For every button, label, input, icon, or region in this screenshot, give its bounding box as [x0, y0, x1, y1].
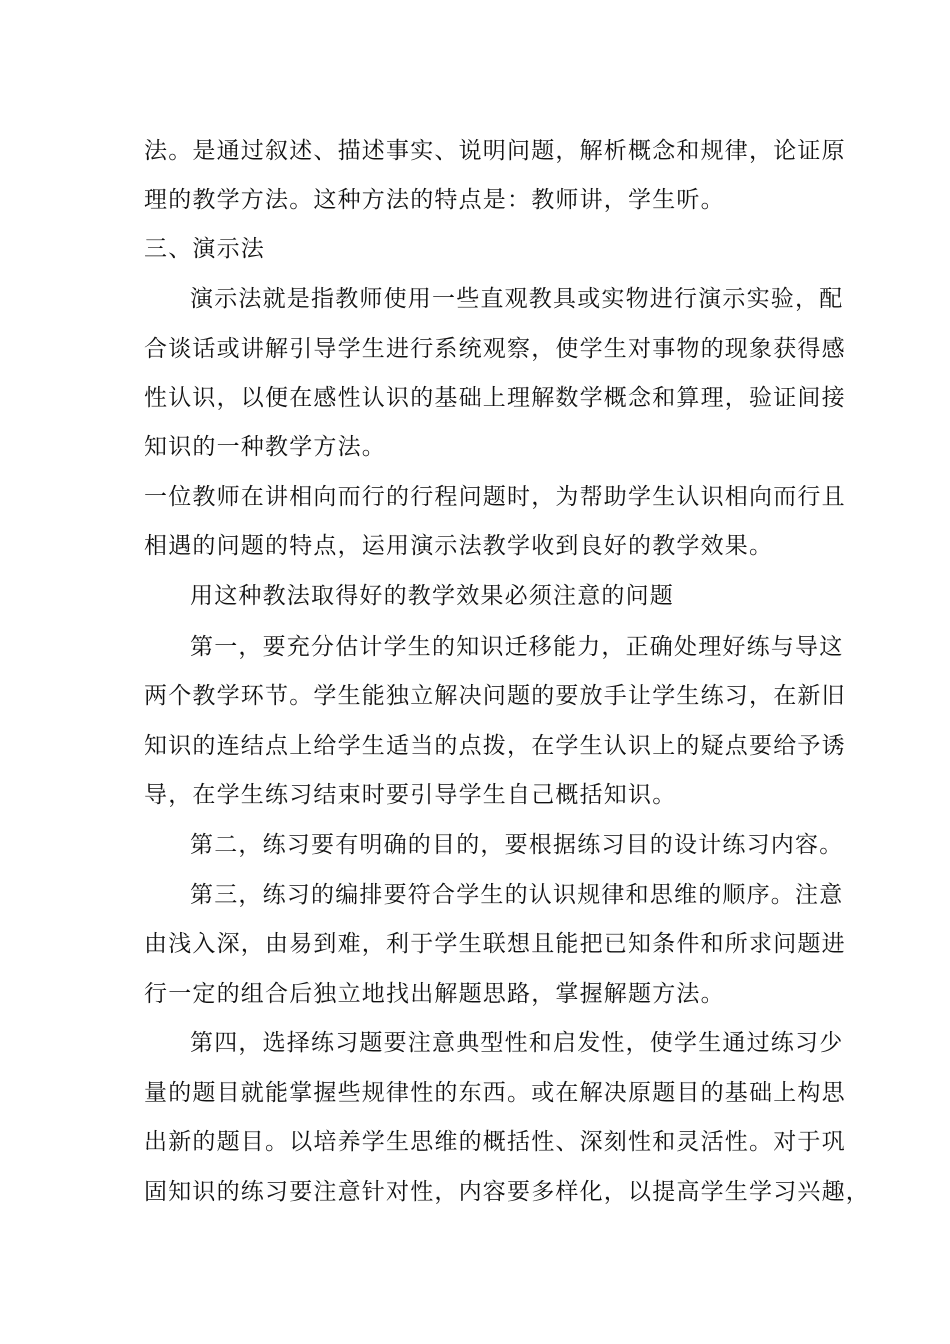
text-line: 法。是通过叙述、描述事实、说明问题，解析概念和规律，论证原 [144, 138, 846, 164]
text-line: 演示法就是指教师使用一些直观教具或实物进行演示实验，配 [190, 286, 844, 312]
text-line: 两个教学环节。学生能独立解决问题的要放手让学生练习，在新旧 [144, 683, 846, 709]
text-line: 性认识，以便在感性认识的基础上理解数学概念和算理，验证间接 [144, 385, 846, 411]
text-line: 合谈话或讲解引导学生进行系统观察，使学生对事物的现象获得感 [144, 336, 846, 362]
text-line: 导，在学生练习结束时要引导学生自己概括知识。 [144, 782, 677, 808]
text-line: 第二，练习要有明确的目的，要根据练习目的设计练习内容。 [190, 832, 844, 858]
text-line: 用这种教法取得好的教学效果必须注意的问题 [190, 583, 674, 609]
text-line: 第四，选择练习题要注意典型性和启发性，使学生通过练习少 [190, 1030, 844, 1056]
text-line: 第一，要充分估计学生的知识迁移能力，正确处理好练与导这 [190, 634, 844, 660]
text-line: 由浅入深，由易到难，利于学生联想且能把已知条件和所求问题进 [144, 931, 846, 957]
text-line: 相遇的问题的特点，运用演示法教学收到良好的教学效果。 [144, 533, 774, 559]
text-line: 行一定的组合后独立地找出解题思路，掌握解题方法。 [144, 981, 725, 1007]
text-line: 知识的连结点上给学生适当的点拨，在学生认识上的疑点要给予诱 [144, 733, 846, 759]
text-line: 固知识的练习要注意针对性，内容要多样化，以提高学生学习兴趣， [144, 1179, 870, 1205]
text-line: 一位教师在讲相向而行的行程问题时，为帮助学生认识相向而行且 [144, 484, 846, 510]
text-line: 第三，练习的编排要符合学生的认识规律和思维的顺序。注意 [190, 882, 844, 908]
text-line: 知识的一种教学方法。 [144, 434, 386, 460]
text-line: 量的题目就能掌握些规律性的东西。或在解决原题目的基础上构思 [144, 1080, 846, 1106]
section-heading: 三、演示法 [144, 236, 265, 262]
text-line: 出新的题目。以培养学生思维的概括性、深刻性和灵活性。对于巩 [144, 1129, 846, 1155]
text-line: 理的教学方法。这种方法的特点是：教师讲，学生听。 [144, 187, 725, 213]
